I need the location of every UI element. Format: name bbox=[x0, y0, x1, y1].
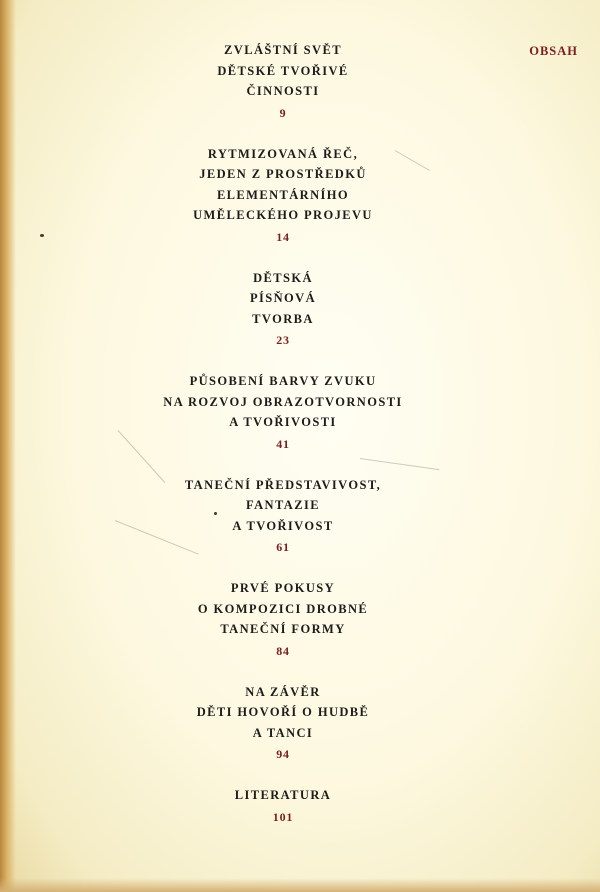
entry-spacer bbox=[0, 763, 566, 785]
toc-entry bbox=[0, 268, 566, 350]
toc-entry-title-line: DĚTSKÉ TVOŘIVÉ bbox=[217, 63, 349, 78]
table-of-contents bbox=[0, 40, 566, 826]
toc-entry-title-line: ČINNOSTI bbox=[246, 84, 320, 98]
toc-entry-page-number: 94 bbox=[276, 747, 290, 761]
toc-entry-title-line: ELEMENTÁRNÍHO bbox=[216, 187, 350, 202]
toc-entry-title-line: A TVOŘIVOST bbox=[232, 518, 334, 533]
toc-entry bbox=[0, 371, 566, 453]
entry-spacer bbox=[0, 349, 566, 371]
entry-spacer bbox=[0, 122, 566, 144]
toc-entry-page-number: 84 bbox=[276, 643, 290, 658]
toc-entry bbox=[0, 144, 566, 246]
toc-entry-page-number: 41 bbox=[276, 436, 290, 451]
toc-entry bbox=[0, 785, 566, 826]
toc-entry bbox=[0, 475, 566, 557]
toc-entry-title-line: A TANCI bbox=[252, 725, 314, 740]
toc-entry-title-line: O KOMPOZICI DROBNÉ bbox=[197, 601, 369, 616]
toc-entry-page-number: 61 bbox=[276, 540, 290, 554]
toc-entry bbox=[0, 578, 566, 660]
entry-spacer bbox=[0, 660, 566, 682]
toc-entry-title-line: TVORBA bbox=[252, 311, 314, 326]
toc-entry-title-line: FANTAZIE bbox=[246, 498, 320, 512]
toc-entry-title-line: A TVOŘIVOSTI bbox=[229, 415, 337, 429]
toc-entry-title-line: LITERATURA bbox=[234, 788, 332, 802]
toc-entry bbox=[0, 682, 566, 764]
toc-entry-page-number: 101 bbox=[272, 809, 294, 824]
toc-entry-title-line: TANEČNÍ PŘEDSTAVIVOST, bbox=[184, 477, 382, 492]
toc-entry-title-line: ZVLÁŠTNÍ SVĚT bbox=[224, 43, 342, 57]
toc-entry-title-line: DĚTSKÁ bbox=[253, 270, 313, 285]
toc-entry bbox=[0, 40, 566, 122]
toc-entry-title-line: PŮSOBENÍ BARVY ZVUKU bbox=[189, 374, 377, 388]
toc-entry-title-line: RYTMIZOVANÁ ŘEČ, bbox=[207, 146, 359, 161]
entry-spacer bbox=[0, 556, 566, 578]
toc-entry-title-line: PRVÉ POKUSY bbox=[230, 581, 336, 595]
toc-entry-page-number: 23 bbox=[276, 333, 290, 347]
entry-spacer bbox=[0, 453, 566, 475]
toc-entry-page-number: 14 bbox=[276, 229, 290, 244]
toc-entry-title-line: JEDEN Z PROSTŘEDKŮ bbox=[199, 167, 367, 181]
toc-entry-title-line: NA ROZVOJ OBRAZOTVORNOSTI bbox=[163, 394, 403, 409]
toc-entry-page-number: 9 bbox=[279, 105, 287, 120]
page-bottom-edge bbox=[0, 878, 600, 892]
toc-entry-title-line: PÍSŇOVÁ bbox=[249, 291, 317, 305]
toc-entry-title-line: TANEČNÍ FORMY bbox=[220, 622, 346, 636]
toc-entry-title-line: NA ZÁVĚR bbox=[245, 684, 321, 699]
toc-entry-title-line: UMĚLECKÉHO PROJEVU bbox=[193, 208, 373, 222]
entry-spacer bbox=[0, 246, 566, 268]
contents-heading: OBSAH bbox=[529, 44, 578, 58]
toc-entry-title-line: DĚTI HOVOŘÍ O HUDBĚ bbox=[196, 705, 370, 719]
